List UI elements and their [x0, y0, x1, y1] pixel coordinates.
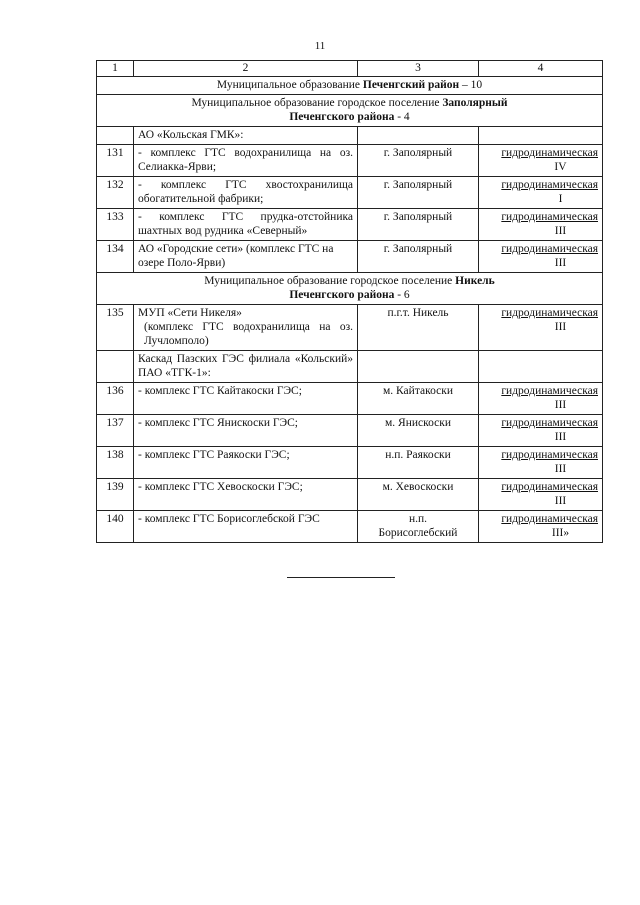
section-suffix: - 6	[394, 289, 410, 301]
section-suffix: – 10	[459, 79, 483, 91]
table-row	[97, 511, 603, 543]
section-bold-name: Заполярный	[442, 97, 508, 109]
row-name-detail: (комплекс ГТС водохранилища на оз. Лучломполо)	[144, 321, 353, 347]
empty-num-cell	[97, 127, 134, 145]
row-level: I	[558, 193, 563, 205]
row-class-cell	[479, 177, 603, 209]
section-bold-district: Печенгского района	[289, 289, 395, 301]
row-num: 138	[97, 447, 134, 479]
row-class-cell	[479, 305, 603, 351]
row-num: 133	[97, 209, 134, 241]
row-class-cell	[479, 447, 603, 479]
row-class: гидродинамическая	[501, 307, 598, 319]
section-nikel-cell	[97, 273, 603, 305]
row-location-cell	[358, 511, 479, 543]
org-name-cell: Каскад Пазских ГЭС филиала «Кольский» ПАО «ТГК-1»:	[134, 351, 358, 383]
section-row-nikel	[97, 273, 603, 305]
row-name-cell	[134, 305, 358, 351]
row-level: III	[554, 257, 567, 269]
header-col-3: 3	[358, 61, 479, 77]
header-col-2: 2	[134, 61, 358, 77]
page-number: 11	[314, 40, 326, 52]
section-suffix: - 4	[394, 111, 410, 123]
row-name: - комплекс ГТС Раякоски ГЭС;	[134, 447, 358, 479]
row-num: 134	[97, 241, 134, 273]
row-location: г. Заполярный	[358, 241, 479, 273]
hydro-structures-table	[96, 60, 603, 543]
row-class: гидродинамическая	[501, 449, 598, 461]
row-location: г. Заполярный	[358, 177, 479, 209]
table-header-row	[97, 61, 603, 77]
row-num: 140	[97, 511, 134, 543]
row-class-cell	[479, 209, 603, 241]
row-level: III	[554, 431, 567, 443]
row-location: м. Кайтакоски	[358, 383, 479, 415]
row-num: 139	[97, 479, 134, 511]
row-num: 135	[97, 305, 134, 351]
section-row-pechenga	[97, 77, 603, 95]
section-bold-name: Никель	[455, 275, 495, 287]
row-location: г. Заполярный	[358, 209, 479, 241]
table-row	[97, 447, 603, 479]
row-level: III	[554, 399, 567, 411]
row-level: III»	[551, 527, 570, 539]
closing-divider-line	[287, 577, 395, 578]
section-pechenga-cell	[97, 77, 603, 95]
row-class: гидродинамическая	[501, 211, 598, 223]
table-row	[97, 305, 603, 351]
empty-cls-cell	[479, 351, 603, 383]
row-name: - комплекс ГТС Борисоглебской ГЭС	[134, 511, 358, 543]
row-class: гидродинамическая	[501, 243, 598, 255]
row-level: III	[554, 225, 567, 237]
org-row-kola-gmk	[97, 127, 603, 145]
row-location: п.г.т. Никель	[358, 305, 479, 351]
section-zapolyarny-cell	[97, 95, 603, 127]
row-name-org: МУП «Сети Никеля»	[138, 307, 242, 319]
row-class-cell	[479, 241, 603, 273]
row-location-name: Борисоглебский	[378, 527, 458, 539]
table-row	[97, 177, 603, 209]
section-bold-district: Печенгского района	[289, 111, 395, 123]
row-location-type: н.п.	[408, 513, 428, 525]
section-prefix: Муниципальное образование городское поселение	[204, 275, 456, 287]
row-name: - комплекс ГТС Кайтакоски ГЭС;	[134, 383, 358, 415]
row-class: гидродинамическая	[501, 417, 598, 429]
row-num: 131	[97, 145, 134, 177]
section-row-zapolyarny	[97, 95, 603, 127]
row-level: IV	[554, 161, 567, 173]
row-location: м. Янискоски	[358, 415, 479, 447]
row-location: м. Хевоскоски	[358, 479, 479, 511]
empty-num-cell	[97, 351, 134, 383]
org-name-cell: АО «Кольская ГМК»:	[134, 127, 358, 145]
row-name: - комплекс ГТС прудка-отстойника шахтных вод рудника «Северный»	[134, 209, 358, 241]
row-num: 132	[97, 177, 134, 209]
row-name: - комплекс ГТС водохранилища на оз. Селиакка-Ярви;	[134, 145, 358, 177]
table-row	[97, 415, 603, 447]
row-class: гидродинамическая	[501, 513, 598, 525]
row-name: - комплекс ГТС хвостохранилища обогатительной фабрики;	[134, 177, 358, 209]
empty-cls-cell	[479, 127, 603, 145]
row-location: н.п. Раякоски	[358, 447, 479, 479]
row-level: III	[554, 321, 567, 333]
row-class: гидродинамическая	[501, 179, 598, 191]
table-row	[97, 145, 603, 177]
empty-loc-cell	[358, 351, 479, 383]
row-location: г. Заполярный	[358, 145, 479, 177]
table-row	[97, 241, 603, 273]
row-level: III	[554, 495, 567, 507]
row-class-cell	[479, 145, 603, 177]
org-row-kaskad	[97, 351, 603, 383]
row-class: гидродинамическая	[501, 385, 598, 397]
row-num: 137	[97, 415, 134, 447]
row-name: - комплекс ГТС Хевоскоски ГЭС;	[134, 479, 358, 511]
section-prefix: Муниципальное образование городское поселение	[191, 97, 443, 109]
row-class-cell	[479, 479, 603, 511]
row-level: III	[554, 463, 567, 475]
table-row	[97, 209, 603, 241]
row-class-cell	[479, 511, 603, 543]
row-class-cell	[479, 415, 603, 447]
row-name: АО «Городские сети» (комплекс ГТС на озере Поло-Ярви)	[134, 241, 358, 273]
header-col-1: 1	[97, 61, 134, 77]
row-num: 136	[97, 383, 134, 415]
section-bold-name: Печенгский район	[362, 79, 460, 91]
row-name: - комплекс ГТС Янискоски ГЭС;	[134, 415, 358, 447]
table-row	[97, 479, 603, 511]
header-col-4: 4	[479, 61, 603, 77]
section-prefix: Муниципальное образование	[216, 79, 363, 91]
empty-loc-cell	[358, 127, 479, 145]
table-row	[97, 383, 603, 415]
row-class-cell	[479, 383, 603, 415]
row-class: гидродинамическая	[501, 147, 598, 159]
row-class: гидродинамическая	[501, 481, 598, 493]
